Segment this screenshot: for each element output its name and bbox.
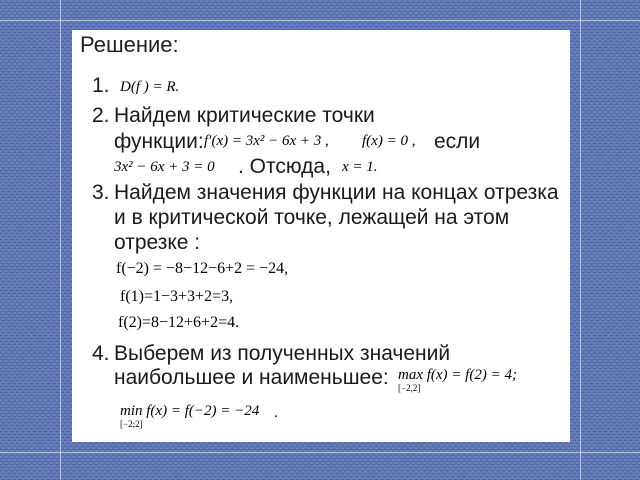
slide-title: Решение: (80, 32, 179, 57)
step1-domain-formula: D(f ) = R. (120, 79, 180, 95)
step2-line2-text: функции: (114, 130, 204, 153)
step2-number: 2. (92, 104, 110, 127)
max-expression: max f(x) = f(2) = 4; (398, 367, 517, 383)
critical-equation: 3x² − 6x + 3 = 0 (114, 159, 215, 175)
critical-root: x = 1. (342, 159, 378, 175)
derivative-formula: f′(x) = 3x² − 6x + 3 , (204, 133, 329, 149)
critical-condition: f(x) = 0 , (362, 133, 416, 149)
slide-card (72, 30, 570, 442)
hence-text: . Отсюда, (238, 155, 331, 178)
if-word: если (434, 130, 481, 153)
step2-line1: Найдем критические точки (114, 104, 375, 127)
step4-line2: наибольшее и наименьшее: (114, 366, 389, 389)
value-at-2: f(2)=8−12+6+2=4. (118, 314, 240, 331)
min-expression: min f(x) = f(−2) = −24 (120, 403, 260, 419)
step4-number: 4. (92, 342, 110, 365)
step4-line1: Выберем из полученных значений (114, 342, 451, 365)
min-end-period: . (274, 405, 278, 421)
step1-number: 1. (92, 74, 110, 97)
step3-line3: отрезке : (114, 231, 201, 254)
step3-number: 3. (92, 181, 110, 204)
step3-line1: Найдем значения функции на концах отрезка (114, 181, 559, 204)
step3-line2: и в критической точке, лежащей на этом (114, 206, 510, 229)
min-interval: [−2;2] (120, 419, 143, 429)
max-interval: [−2,2] (398, 383, 421, 393)
value-at-1: f(1)=1−3+3+2=3, (120, 288, 234, 305)
value-at-minus-2: f(−2) = −8−12−6+2 = −24, (116, 260, 289, 277)
